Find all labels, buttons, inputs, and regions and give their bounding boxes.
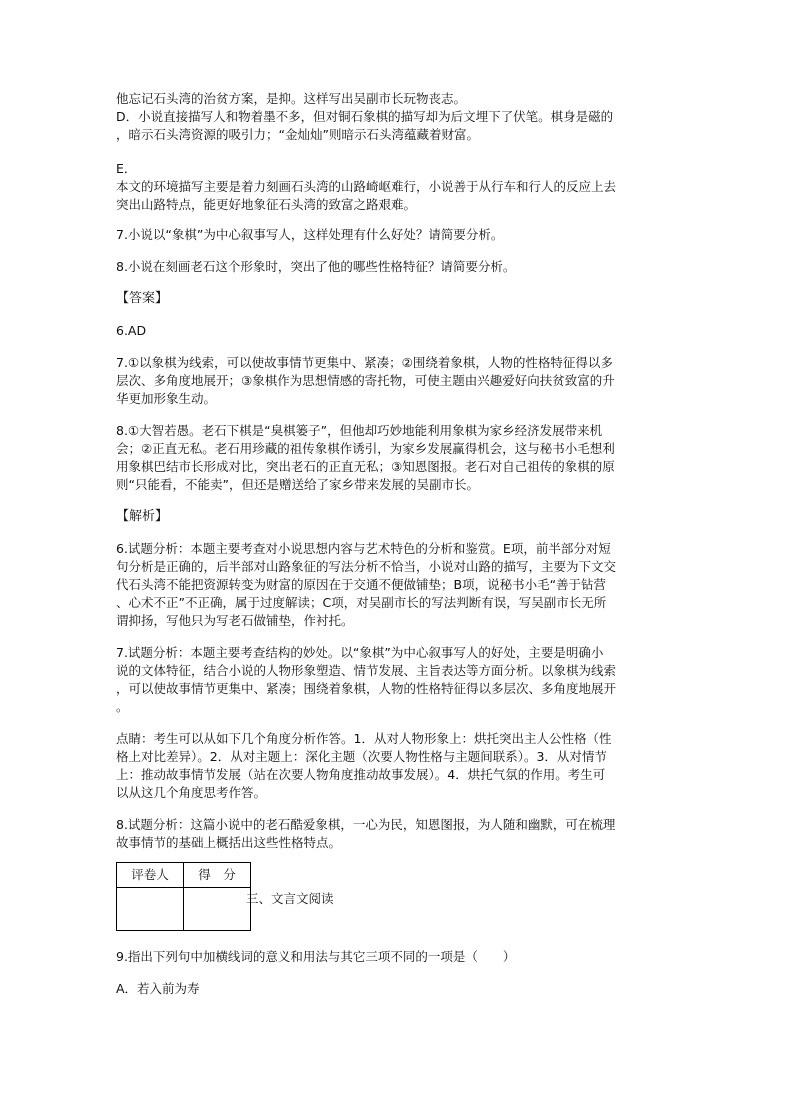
answer-text: 6.AD [116, 323, 147, 338]
score-header: 得 分 [184, 863, 251, 888]
grader-cell [117, 888, 184, 931]
text-line: 层次、多角度地展开；③象棋作为思想情感的寄托物，可使主题由兴趣爱好向扶贫致富的升 [116, 373, 615, 388]
option-e [116, 160, 676, 214]
text-line: 代石头湾不能把资源转变为财富的原因在于交通不便做铺垫；B项，说秘书小毛“善于钻营 [116, 577, 607, 592]
analysis-6 [116, 540, 676, 630]
answer-7 [116, 354, 676, 408]
text-line: 说的文体特征，结合小说的人物形象塑造、情节发展、主旨表达等方面分析。以象棋为线索 [116, 663, 617, 678]
text-line: 8.①大智若愚。老石下棋是“臭棋篓子”，但他却巧妙地能利用象棋为家乡经济发展带来机 [116, 423, 603, 438]
text-line: ，暗示石头湾资源的吸引力；“金灿灿”则暗示石头湾蕴藏着财富。 [116, 127, 479, 142]
heading-text: 【解析】 [116, 509, 169, 524]
option-text: A．若入前为寿 [116, 981, 200, 996]
text-line: D．小说直接描写人和物着墨不多，但对铜石象棋的描写却为后文埋下了伏笔。棋身是磁的 [116, 109, 614, 124]
option-e-label: E． [116, 161, 137, 176]
text-line: 格上对比差异）。2．从对主题上：深化主题（次要人物性格与主题间联系）。3．从对情节 [116, 749, 607, 764]
heading-text: 【答案】 [116, 291, 169, 306]
answer-8 [116, 422, 676, 494]
score-box [116, 862, 676, 934]
text-line: 他忘记石头湾的治贫方案，是抑。这样写出吴副市长玩物丧志。 [116, 91, 467, 106]
text-line: 谓抑扬，写他只为写老石做铺垫，作衬托。 [116, 613, 354, 628]
grader-header: 评卷人 [117, 863, 184, 888]
answer-6 [116, 322, 676, 340]
question-text: 7.小说以“象棋”为中心叙事写人，这样处理有什么好处？请简要分析。 [116, 227, 504, 242]
text-line: 句分析是正确的，后半部对山路象征的写法分析不恰当，小说对山路的描写，主要为下文交 [116, 559, 617, 574]
text-line: 上：推动故事情节发展（站在次要人物角度推动故事发展）。4．烘托气氛的作用。考生可 [116, 767, 606, 782]
option-d [116, 108, 676, 144]
text-line: 故事情节的基础上概括出这些性格特点。 [116, 835, 342, 850]
text-line: 7.①以象棋为线索，可以使故事情节更集中、紧凑；②围绕着象棋，人物的性格特征得以多 [116, 355, 613, 370]
analysis-8 [116, 816, 676, 852]
option-c-tail [116, 90, 676, 108]
analysis-heading [116, 508, 676, 526]
text-line: 点睛：考生可以从如下几个角度分析作答。1．从对人物形象上：烘托突出主人公性格（性 [116, 731, 612, 746]
document-page [116, 90, 676, 1008]
question-text: 8.小说在刻画老石这个形象时，突出了他的哪些性格特征？请简要分析。 [116, 259, 516, 274]
text-line: 7.试题分析：本题主要考查结构的妙处。以“象棋”为中心叙事写人的好处，主要是明确小 [116, 645, 604, 660]
analysis-7 [116, 644, 676, 716]
text-line: 突出山路特点，能更好地象征石头湾的致富之路艰难。 [116, 197, 417, 212]
text-line: 6.试题分析：本题主要考查对小说思想内容与艺术特色的分析和鉴赏。E项，前半部分对短 [116, 541, 611, 556]
score-table [116, 862, 251, 931]
text-line: 以从这几个角度思考作答。 [116, 785, 267, 800]
score-cell [184, 888, 251, 931]
text-line: 用象棋巴结市长形成对比，突出老石的正直无私；③知恩图报。老石对自己祖传的象棋的原 [116, 459, 615, 474]
question-text: 9.指出下列句中加横线词的意义和用法与其它三项不同的一项是（ ） [116, 949, 516, 964]
question-9-option-a [116, 980, 676, 998]
question-7 [116, 226, 676, 244]
question-9 [116, 948, 676, 966]
text-line: 华更加形象生动。 [116, 391, 217, 406]
text-line: 8.试题分析：这篇小说中的老石酷爱象棋，一心为民，知恩图报，为人随和幽默，可在梳理 [116, 817, 616, 832]
text-line: ，可以使故事情节更集中、紧凑；围绕着象棋，人物的性格特征得以多层次、多角度地展开 [116, 681, 617, 696]
question-8 [116, 258, 676, 276]
tip [116, 730, 676, 802]
text-line: 则“只能看，不能卖”，但还是赠送给了家乡带来发展的吴副市长。 [116, 477, 479, 492]
text-line: 。 [116, 699, 129, 714]
text-line: 本文的环境描写主要是着力刻画石头湾的山路崎岖难行，小说善于从行车和行人的反应上去 [116, 179, 617, 194]
text-line: 、心术不正”不正确，属于过度解读；C项，对吴副市长的写法判断有误，写吴副市长无所 [116, 595, 607, 610]
text-line: 会；②正直无私。老石用珍藏的祖传象棋作诱引，为家乡发展赢得机会，这与秘书小毛想利 [116, 441, 615, 456]
answer-heading [116, 290, 676, 308]
section-title: 三、文言文阅读 [246, 891, 334, 906]
